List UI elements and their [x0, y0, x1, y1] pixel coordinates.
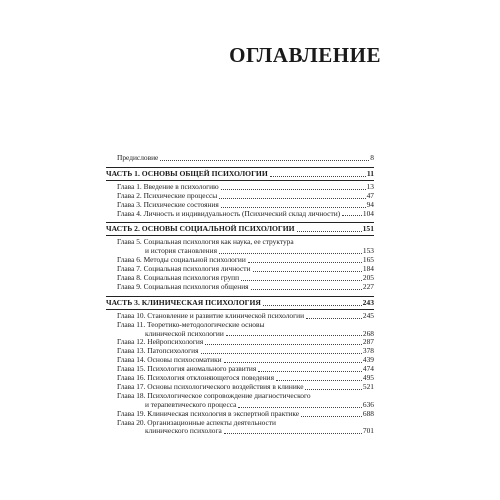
part-page-number: 151 — [362, 224, 374, 234]
dot-leader — [251, 288, 362, 290]
chapter-label-continued: клинического психолога — [145, 426, 222, 436]
chapter-label: Глава 3. Психические состояния — [117, 199, 219, 209]
toc-part-heading[interactable] — [106, 167, 374, 181]
toc-chapter[interactable] — [106, 238, 374, 256]
dot-leader — [306, 317, 362, 319]
chapter-label: Глава 16. Психология отклоняющегося поведения — [117, 373, 275, 383]
chapter-page-number: 227 — [362, 281, 374, 291]
toc-page-number: 8 — [370, 153, 374, 162]
dot-leader — [221, 188, 366, 190]
chapter-page-number: 104 — [362, 208, 374, 218]
chapter-label: Глава 2. Психические процессы — [117, 190, 218, 200]
chapter-page-number: 378 — [362, 346, 374, 356]
chapter-page-number: 47 — [366, 190, 374, 200]
chapter-page-number: 495 — [362, 373, 374, 383]
chapter-page-number: 474 — [362, 364, 374, 374]
dot-leader — [226, 334, 362, 336]
chapter-page-number: 13 — [366, 181, 374, 191]
toc-part-heading[interactable] — [106, 222, 374, 236]
chapter-page-number: 184 — [362, 264, 374, 274]
chapter-page-number: 287 — [362, 337, 374, 347]
table-of-contents — [106, 154, 374, 436]
dot-leader — [342, 214, 362, 216]
chapter-label: Глава 5. Социальная психология как наука, ее структура — [117, 237, 294, 247]
chapter-label: Глава 15. Психология аномального развития — [117, 364, 257, 374]
chapter-label-continued: и история становления — [145, 246, 217, 256]
chapter-label-continued: и терапевтического процесса — [145, 399, 237, 409]
part-label: ЧАСТЬ 1. ОСНОВЫ ОБЩЕЙ ПСИХОЛОГИИ — [106, 168, 268, 178]
dot-leader — [270, 175, 366, 177]
toc-chapter[interactable] — [106, 210, 374, 219]
dot-leader — [224, 432, 362, 434]
chapter-label: Глава 13. Патопсихология — [117, 346, 199, 356]
dot-leader — [297, 230, 362, 232]
chapter-label: Глава 19. Клиническая психология в экспертной практике — [117, 408, 300, 418]
part-label: ЧАСТЬ 3. КЛИНИЧЕСКАЯ ПСИХОЛОГИЯ — [106, 297, 261, 307]
dot-leader — [201, 352, 362, 354]
dot-leader — [301, 415, 362, 417]
chapter-continuation-row — [117, 427, 374, 436]
chapter-label: Глава 1. Введение в психологию — [117, 181, 219, 191]
chapter-label: Глава 6. Методы социальной психологии — [117, 255, 246, 265]
chapter-label: Глава 17. Основы психологического воздействия в клинике — [117, 381, 304, 391]
dot-leader — [263, 304, 362, 306]
dot-leader — [221, 206, 366, 208]
toc-chapter[interactable] — [106, 283, 374, 292]
chapter-label: Глава 11. Теоретико-методологические основы — [117, 319, 265, 329]
chapter-label: Глава 4. Личность и индивидуальность (Психический склад личности) — [117, 208, 341, 218]
chapter-label: Глава 12. Нейропсихология — [117, 337, 204, 347]
dot-leader — [219, 197, 365, 199]
dot-leader — [160, 159, 369, 161]
chapter-label: Глава 10. Становление и развитие клинической психологии — [117, 310, 305, 320]
chapter-page-number: 165 — [362, 255, 374, 265]
chapter-page-number: 701 — [362, 426, 374, 436]
chapter-page-number: 636 — [362, 399, 374, 409]
toc-chapter[interactable] — [106, 321, 374, 339]
toc-chapter[interactable] — [106, 392, 374, 410]
chapter-label: Глава 20. Организационные аспекты деятельности — [117, 417, 276, 427]
chapter-page-number: 439 — [362, 355, 374, 365]
part-page-number: 243 — [362, 297, 374, 307]
chapter-page-number: 94 — [366, 199, 374, 209]
chapter-page-number: 205 — [362, 272, 374, 282]
dot-leader — [219, 252, 362, 254]
toc-entry-label: Предисловие — [117, 153, 159, 162]
chapter-page-number: 153 — [362, 246, 374, 256]
part-page-number: 11 — [366, 168, 374, 178]
dot-leader — [253, 270, 362, 272]
dot-leader — [224, 361, 362, 363]
dot-leader — [205, 343, 362, 345]
toc-preface[interactable] — [106, 154, 374, 163]
dot-leader — [305, 388, 361, 390]
dot-leader — [248, 261, 362, 263]
chapter-label: Глава 9. Социальная психология общения — [117, 281, 249, 291]
chapter-page-number: 688 — [362, 408, 374, 418]
dot-leader — [241, 279, 362, 281]
dot-leader — [258, 370, 362, 372]
chapter-label: Глава 8. Социальная психология групп — [117, 272, 240, 282]
chapter-label: Глава 14. Основы психосоматики — [117, 355, 222, 365]
chapter-label: Глава 7. Социальная психология личности — [117, 264, 251, 274]
dot-leader — [238, 406, 362, 408]
toc-chapter[interactable] — [106, 419, 374, 437]
chapter-page-number: 521 — [362, 381, 374, 391]
page-title: ОГЛАВЛЕНИЕ — [229, 43, 381, 67]
chapter-page-number: 268 — [362, 328, 374, 338]
part-label: ЧАСТЬ 2. ОСНОВЫ СОЦИАЛЬНОЙ ПСИХОЛОГИИ — [106, 224, 295, 234]
toc-part-heading[interactable] — [106, 296, 374, 310]
chapter-label: Глава 18. Психологическое сопровождение диагностического — [117, 390, 311, 400]
chapter-page-number: 245 — [362, 310, 374, 320]
chapter-label-continued: клинической психологии — [145, 328, 224, 338]
dot-leader — [276, 379, 362, 381]
